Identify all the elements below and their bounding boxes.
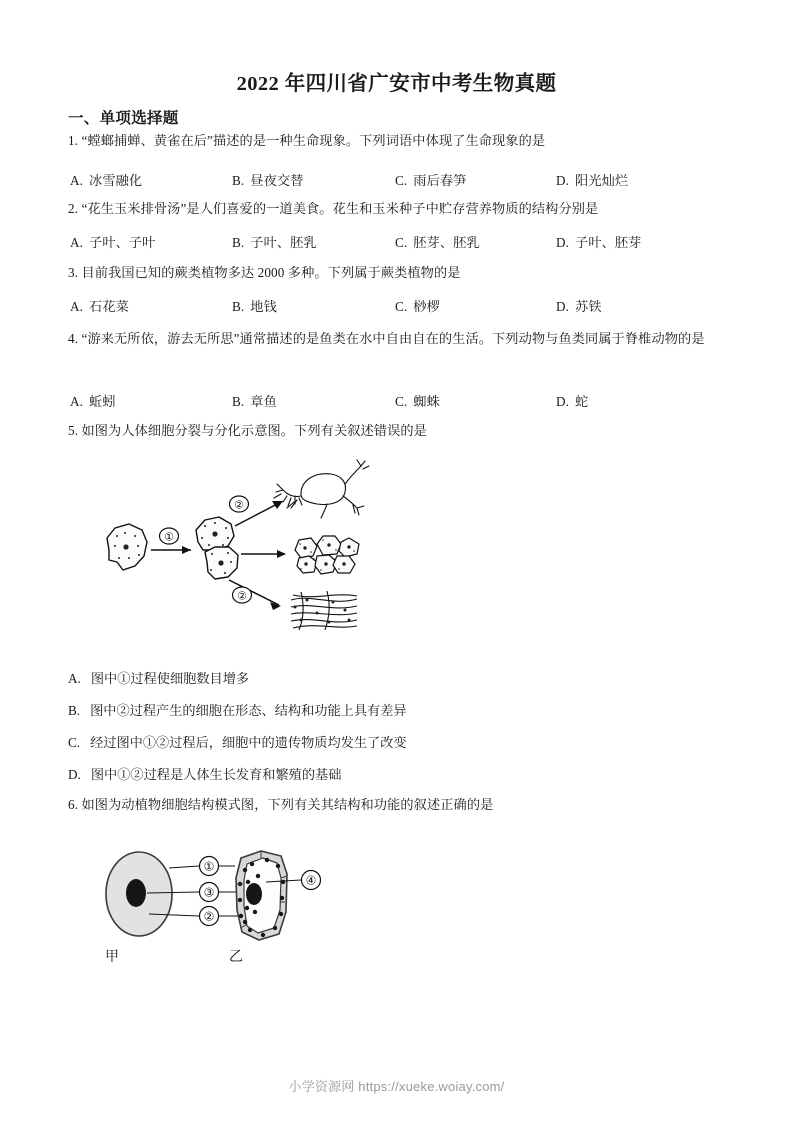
svg-text:②: ② <box>234 499 244 512</box>
question-1-option-a[interactable]: A. 冰雪融化 <box>70 173 143 188</box>
question-5-option-a[interactable]: A. 图中①过程使细胞数目增多 <box>68 671 250 686</box>
figure-cell-structure <box>95 840 325 970</box>
question-3-option-a[interactable]: A. 石花菜 <box>70 299 129 314</box>
svg-text:①: ① <box>203 859 215 874</box>
question-3-option-b[interactable]: B. 地钱 <box>232 299 277 314</box>
question-4-option-a[interactable]: A. 蚯蚓 <box>70 394 116 409</box>
question-1-option-d[interactable]: D. 阳光灿烂 <box>556 173 629 188</box>
question-4-stem: 4. “游来无所依，游去无所思”通常描述的是鱼类在水中自由自在的生活。下列动物与鱼类同属于脊椎动物的是 <box>68 331 705 346</box>
question-5-option-c[interactable]: C. 经过图中①②过程后，细胞中的遗传物质均发生了改变 <box>68 735 407 750</box>
question-5-option-b[interactable]: B. 图中②过程产生的细胞在形态、结构和功能上具有差异 <box>68 703 407 718</box>
question-2-stem: 2. “花生玉米排骨汤”是人们喜爱的一道美食。花生和玉米种子中贮存营养物质的结构分别是 <box>68 201 599 216</box>
watermark: 小学资源网 https://xueke.woiay.com/ <box>288 1079 505 1094</box>
question-2-option-b[interactable]: B. 子叶、胚乳 <box>232 235 317 250</box>
question-6-stem: 6. 如图为动植物细胞结构模式图，下列有关其结构和功能的叙述正确的是 <box>68 797 494 812</box>
question-1-option-b[interactable]: B. 昼夜交替 <box>232 173 304 188</box>
question-1-stem: 1. “螳螂捕蝉、黄雀在后”描述的是一种生命现象。下列词语中体现了生命现象的是 <box>68 133 546 148</box>
question-2-option-c[interactable]: C. 胚芽、胚乳 <box>395 235 480 250</box>
question-4-option-c[interactable]: C. 蜘蛛 <box>395 394 440 409</box>
svg-text:②: ② <box>237 590 247 603</box>
figure-label-yi: 乙 <box>229 950 243 965</box>
question-3-stem: 3. 目前我国已知的蕨类植物多达 2000 多种。下列属于蕨类植物的是 <box>68 265 461 280</box>
question-4-option-b[interactable]: B. 章鱼 <box>232 394 277 409</box>
question-2-option-a[interactable]: A. 子叶、子叶 <box>70 235 156 250</box>
question-2-option-d[interactable]: D. 子叶、胚芽 <box>556 235 642 250</box>
figure-cell-division <box>95 450 380 635</box>
svg-text:③: ③ <box>203 885 215 900</box>
question-2-options <box>0 232 793 252</box>
page-title: 2022 年四川省广安市中考生物真题 <box>236 73 557 95</box>
question-1-options <box>0 170 793 190</box>
question-5-stem: 5. 如图为人体细胞分裂与分化示意图。下列有关叙述错误的是 <box>68 423 427 438</box>
figure-label-jia: 甲 <box>105 950 119 965</box>
svg-text:④: ④ <box>305 873 317 888</box>
svg-text:②: ② <box>203 909 215 924</box>
question-5-option-d[interactable]: D. 图中①②过程是人体生长发育和繁殖的基础 <box>68 767 342 782</box>
section-heading: 一、单项选择题 <box>68 110 179 127</box>
question-3-options <box>0 296 793 316</box>
question-1-option-c[interactable]: C. 雨后春笋 <box>395 173 467 188</box>
question-4-options <box>0 391 793 411</box>
question-3-option-d[interactable]: D. 苏铁 <box>556 299 602 314</box>
question-4-option-d[interactable]: D. 蛇 <box>556 394 589 409</box>
question-3-option-c[interactable]: C. 桫椤 <box>395 299 440 314</box>
svg-text:①: ① <box>164 531 174 544</box>
